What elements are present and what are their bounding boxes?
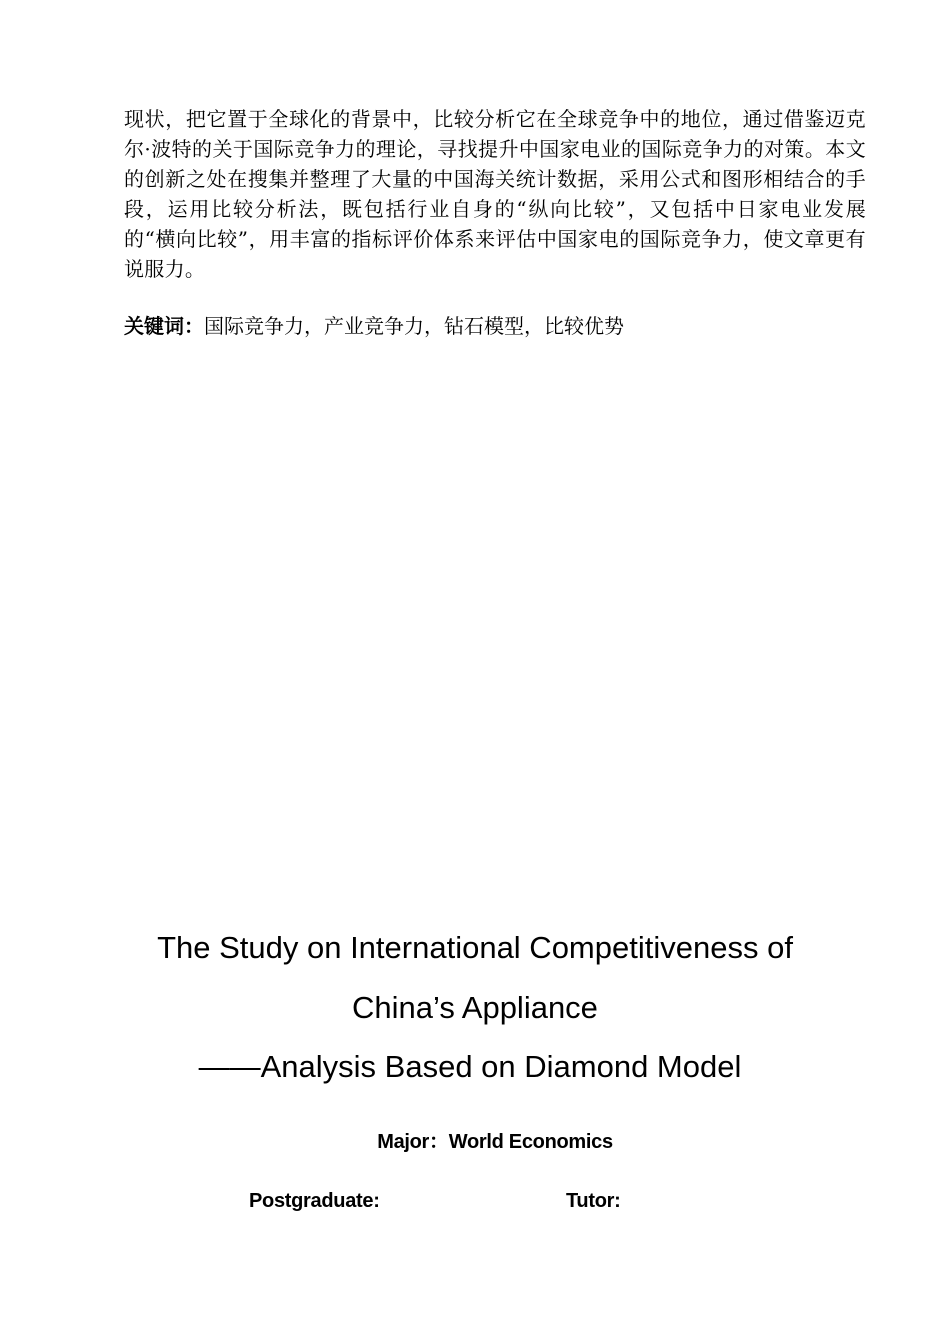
major-line: Major：World Economics xyxy=(377,1131,613,1153)
keywords-value: 国际竞争力，产业竞争力，钻石模型，比较优势 xyxy=(204,314,624,338)
keywords-label: 关键词： xyxy=(124,314,204,338)
tutor-label: Tutor: xyxy=(566,1190,621,1212)
english-title-line-2: China’s Appliance xyxy=(352,990,598,1025)
postgraduate-label: Postgraduate: xyxy=(249,1190,380,1212)
english-title-line-1: The Study on International Competitiveness of xyxy=(157,930,793,965)
keywords-line xyxy=(124,311,866,341)
english-subtitle: ——Analysis Based on Diamond Model xyxy=(198,1049,742,1084)
abstract-paragraph: 现状，把它置于全球化的背景中，比较分析它在全球竞争中的地位，通过借鉴迈克尔·波特的关于国际竞争力的理论，寻找提升中国家电业的国际竞争力的对策。本文的创新之处在搜集并整理了大量的中国海关统计数据，采用公式和图形相结合的手段，运用比较分析法，既包括行业自身的“纵向比较”，又包括中日家电业发展的“横向比较”，用丰富的指标评价体系来评估中国家电的国际竞争力，使文章更有说服力。 xyxy=(124,107,866,281)
